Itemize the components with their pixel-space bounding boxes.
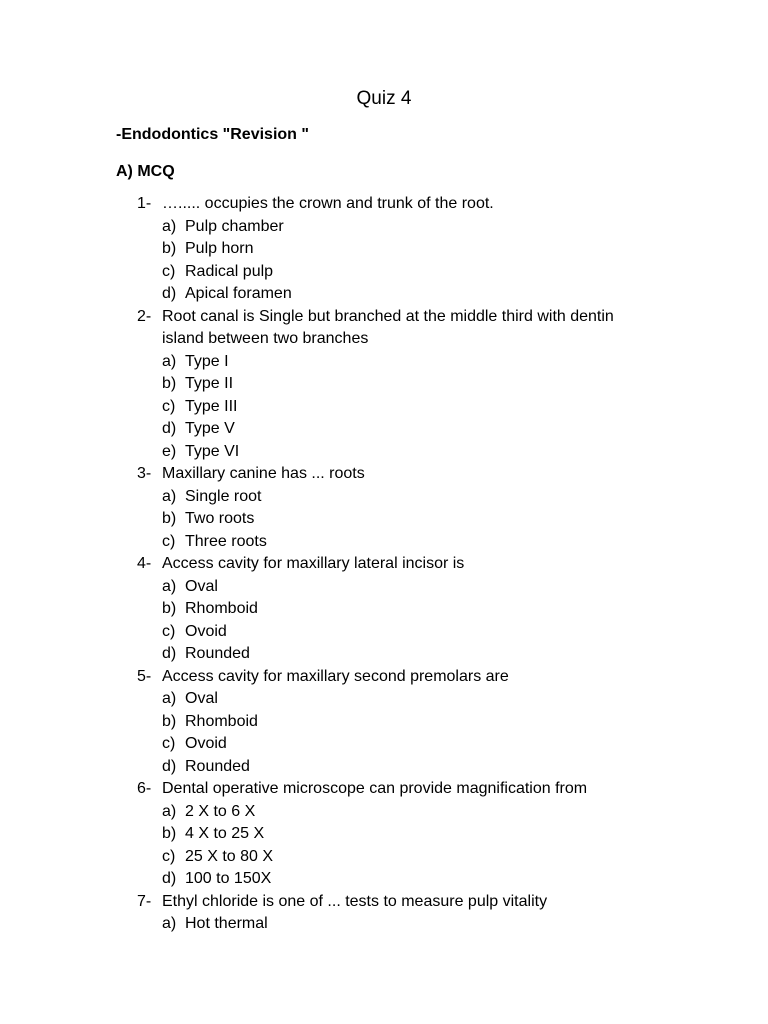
option-text: Three roots [185,532,267,550]
option-label: b) [162,375,177,392]
option-text: Hot thermal [185,915,268,932]
question-block [137,666,657,779]
option-label: d) [162,645,177,662]
option-text: 2 X to 6 X [185,802,256,820]
question-text: Maxillary canine has ... roots [162,465,365,482]
question-text: Access cavity for maxillary lateral incisor is [162,555,465,572]
option-label: a) [162,487,177,505]
question-text: Access cavity for maxillary second premolars are [162,667,509,685]
question-row [137,891,657,914]
option-label: d) [162,870,177,887]
answer-option [137,643,657,666]
option-text: Oval [185,577,218,595]
page-title: Quiz 4 [356,88,412,109]
option-text: Apical foramen [185,285,292,302]
question-number: 3- [137,465,152,482]
option-label: a) [162,915,177,932]
answer-option [137,216,657,239]
question-row [137,463,657,486]
option-label: a) [162,352,177,370]
option-text: Rounded [185,757,250,775]
answer-option [137,756,657,779]
option-text: Two roots [185,510,255,527]
answer-option [137,913,657,936]
option-label: c) [162,622,176,640]
question-block [137,891,657,936]
option-label: c) [162,397,176,415]
option-label: c) [162,735,176,752]
option-label: c) [162,262,176,280]
question-number: 1- [137,195,152,212]
option-label: b) [162,600,177,617]
option-text: Oval [185,690,218,707]
option-text: Pulp chamber [185,217,284,235]
answer-option [137,283,657,306]
option-label: d) [162,420,177,437]
answer-option [137,688,657,711]
question-block [137,463,657,553]
option-text: Type II [185,375,234,392]
option-label: b) [162,712,177,730]
question-block [137,306,657,464]
question-number: 4- [137,555,152,572]
answer-option [137,261,657,284]
answer-option [137,238,657,261]
option-text: Single root [185,487,262,505]
question-number: 6- [137,780,152,797]
option-text: Type V [185,420,235,437]
option-text: Ovoid [185,622,227,640]
question-row [137,666,657,689]
option-text: 25 X to 80 X [185,847,274,865]
question-block [137,553,657,666]
option-text: Rhomboid [185,712,258,730]
question-row [137,778,657,801]
option-text: 100 to 150X [185,870,272,887]
answer-option [137,598,657,621]
option-label: c) [162,532,176,550]
answer-option [137,711,657,734]
answer-option [137,531,657,554]
option-label: b) [162,825,177,842]
question-list [137,193,657,936]
option-label: a) [162,690,177,707]
option-label: a) [162,217,177,235]
question-block [137,193,657,306]
question-block [137,778,657,891]
answer-option [137,418,657,441]
question-row [137,193,657,216]
question-row [137,306,657,351]
answer-option [137,846,657,869]
question-number: 5- [137,667,152,685]
question-text: Ethyl chloride is one of ... tests to measure pulp vitality [162,892,548,910]
option-label: d) [162,285,177,302]
option-label: a) [162,802,177,820]
option-text: Rhomboid [185,600,258,617]
option-label: a) [162,577,177,595]
option-label: d) [162,757,177,775]
question-row [137,553,657,576]
option-text: Type I [185,352,229,370]
answer-option [137,351,657,374]
option-label: c) [162,847,176,865]
question-number: 2- [137,307,152,325]
option-text: Type III [185,397,238,415]
answer-option [137,823,657,846]
option-text: 4 X to 25 X [185,825,265,842]
question-text: Root canal is Single but branched at the middle third with dentin island between two branches [162,307,614,347]
option-text: Radical pulp [185,262,274,280]
answer-option [137,868,657,891]
option-label: e) [162,442,177,460]
answer-option [137,486,657,509]
section-heading: A) MCQ [116,163,175,180]
answer-option [137,508,657,531]
question-number: 7- [137,892,152,910]
answer-option [137,441,657,464]
answer-option [137,396,657,419]
option-label: b) [162,240,177,257]
answer-option [137,801,657,824]
answer-option [137,576,657,599]
page-subtitle: -Endodontics "Revision " [116,126,309,143]
option-label: b) [162,510,177,527]
option-text: Type VI [185,442,240,460]
option-text: Ovoid [185,735,227,752]
answer-option [137,621,657,644]
question-text: Dental operative microscope can provide magnification from [162,780,588,797]
question-text: …..... occupies the crown and trunk of the root. [162,195,494,212]
answer-option [137,733,657,756]
option-text: Pulp horn [185,240,254,257]
answer-option [137,373,657,396]
option-text: Rounded [185,645,250,662]
